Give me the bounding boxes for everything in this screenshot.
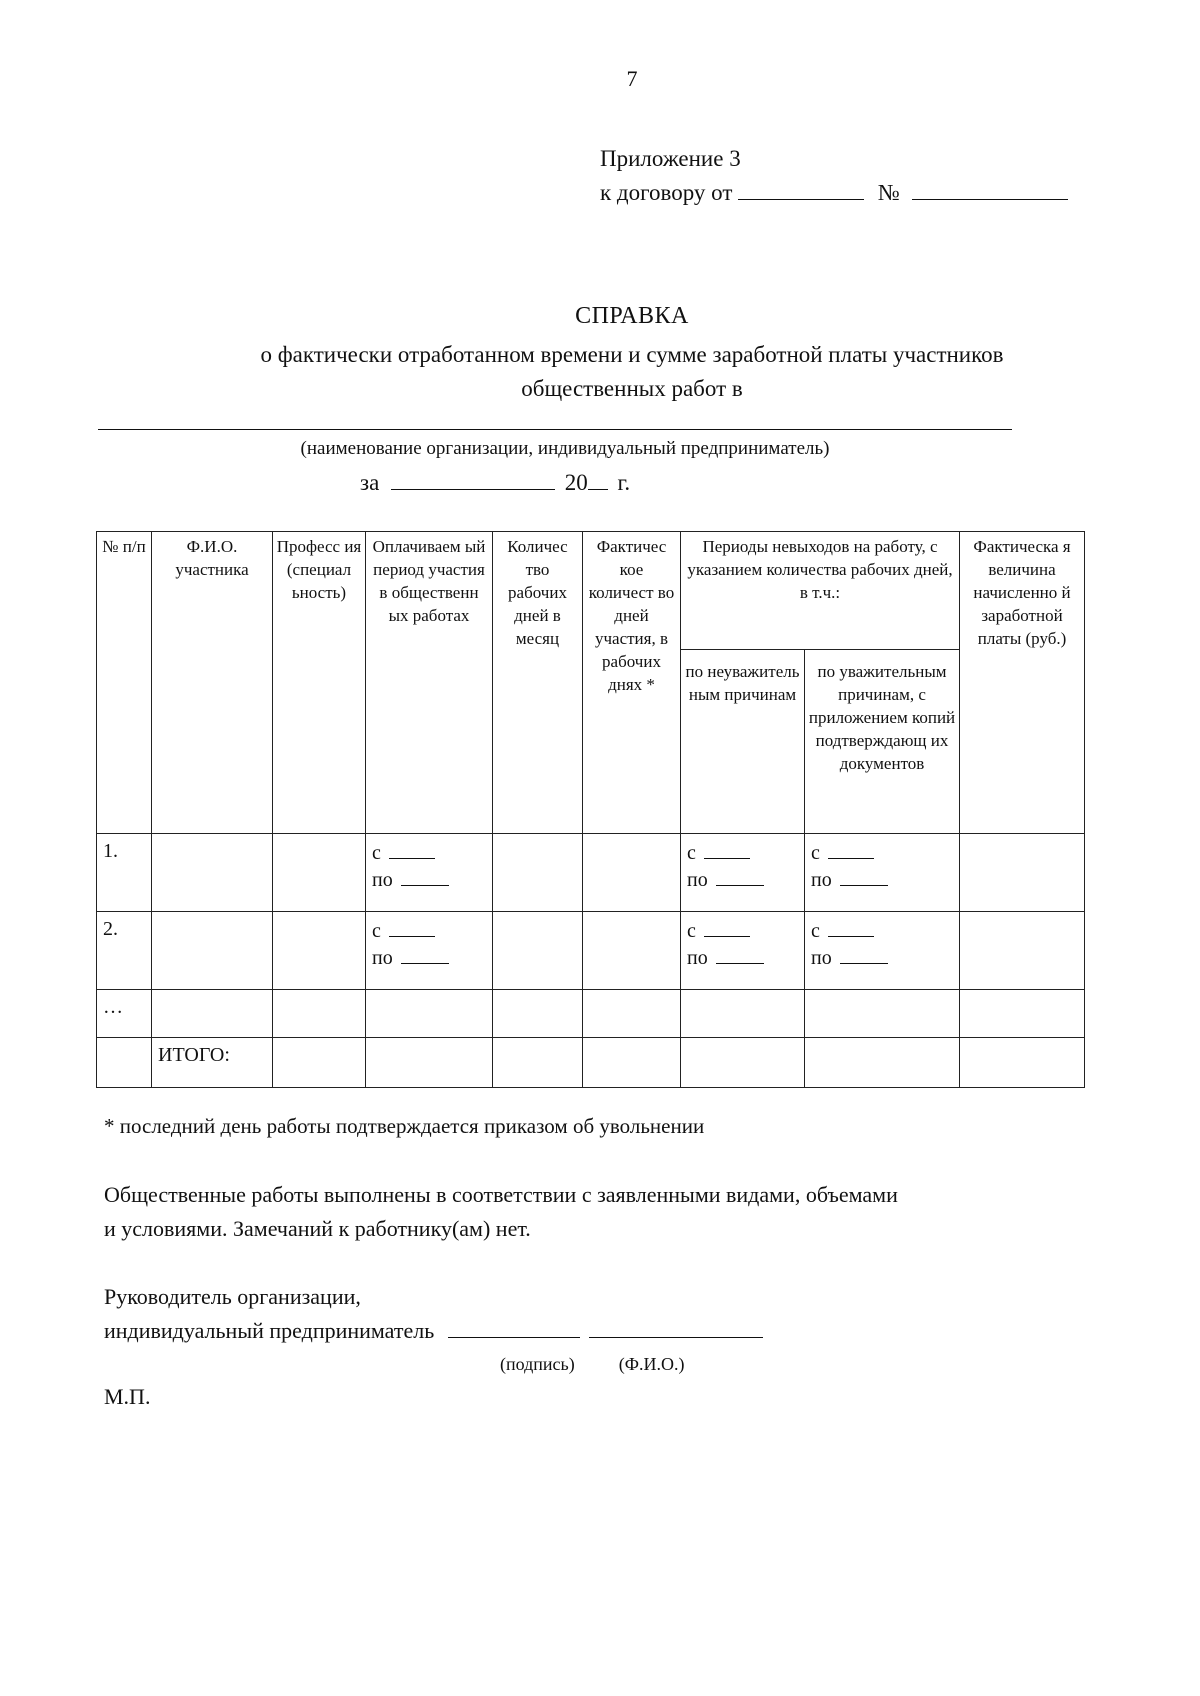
total-row-number bbox=[97, 1038, 152, 1088]
contract-number-blank bbox=[912, 181, 1068, 200]
contract-prefix: к договору от bbox=[600, 180, 733, 205]
stamp-placeholder: М.П. bbox=[104, 1384, 151, 1409]
organization-name-line bbox=[98, 429, 1012, 430]
table-row bbox=[97, 834, 1085, 912]
row-number: 2. bbox=[97, 912, 152, 990]
cell-fio bbox=[152, 990, 273, 1038]
organization-caption: (наименование организации, индивидуальный предприниматель) bbox=[300, 438, 830, 459]
cell-fio bbox=[152, 912, 273, 990]
period-line bbox=[360, 470, 630, 496]
signer-title-line-2 bbox=[104, 1318, 763, 1344]
header-num: № п/п bbox=[97, 532, 152, 834]
cell-work-days bbox=[493, 912, 583, 990]
page-number: 7 bbox=[626, 66, 638, 91]
cell-paid-period: с по bbox=[366, 834, 493, 912]
year-blank bbox=[588, 471, 608, 490]
cell-profession bbox=[273, 912, 366, 990]
table-row bbox=[97, 912, 1085, 990]
worktime-table bbox=[96, 531, 1085, 1088]
cell-salary bbox=[960, 834, 1085, 912]
document-subheading bbox=[200, 338, 1064, 406]
header-paid-period: Оплачиваем ый период участия в общественн ых работах bbox=[366, 532, 493, 834]
header-absence-excused: по уважительным причинам, с приложением копий подтверждающ их документов bbox=[805, 650, 960, 834]
cell-absence-unexcused: с по bbox=[681, 834, 805, 912]
appendix-title: Приложение 3 bbox=[600, 146, 741, 171]
conclusion-line-2: и условиями. Замечаний к работнику(ам) нет. bbox=[104, 1216, 531, 1241]
conclusion-text bbox=[104, 1178, 1104, 1246]
cell-paid-period: с по bbox=[366, 912, 493, 990]
header-absences: Периоды невыходов на работу, с указанием количества рабочих дней, в т.ч.: bbox=[681, 532, 960, 650]
cell-work-days bbox=[493, 834, 583, 912]
cell-fio bbox=[152, 834, 273, 912]
cell-absence-excused: с по bbox=[805, 834, 960, 912]
name-label: (Ф.И.О.) bbox=[618, 1354, 685, 1374]
header-actual-days: Фактичес кое количест во дней участия, в рабочих днях * bbox=[583, 532, 681, 834]
cell-profession bbox=[273, 834, 366, 912]
year-prefix: 20 bbox=[564, 470, 588, 495]
subheading-line-1: о фактически отработанном времени и сумме заработной платы участников bbox=[260, 342, 1004, 367]
contract-date-blank bbox=[738, 181, 864, 200]
period-prefix: за bbox=[360, 470, 380, 495]
table-row bbox=[97, 990, 1085, 1038]
footnote: * последний день работы подтверждается приказом об увольнении bbox=[104, 1114, 705, 1138]
header-work-days: Количес тво рабочих дней в месяц bbox=[493, 532, 583, 834]
cell-absence-unexcused: с по bbox=[681, 912, 805, 990]
total-label: ИТОГО: bbox=[152, 1038, 273, 1088]
appendix-contract-line bbox=[600, 180, 1068, 206]
cell-absence-excused bbox=[805, 990, 960, 1038]
cell-paid-period bbox=[366, 990, 493, 1038]
signer-name-blank bbox=[589, 1319, 763, 1338]
signer-title: индивидуальный предприниматель bbox=[104, 1318, 435, 1343]
cell-work-days bbox=[493, 990, 583, 1038]
subheading-line-2: общественных работ в bbox=[521, 376, 743, 401]
signature-label: (подпись) bbox=[500, 1354, 575, 1374]
cell-absence-unexcused bbox=[681, 990, 805, 1038]
signature-blank bbox=[448, 1319, 580, 1338]
header-absence-unexcused: по неуважитель ным причинам bbox=[681, 650, 805, 834]
row-number: 1. bbox=[97, 834, 152, 912]
signature-labels bbox=[500, 1354, 684, 1375]
year-suffix: г. bbox=[617, 470, 631, 495]
cell-absence-excused: с по bbox=[805, 912, 960, 990]
conclusion-line-1: Общественные работы выполнены в соответствии с заявленными видами, объемами bbox=[104, 1182, 898, 1207]
cell-salary bbox=[960, 990, 1085, 1038]
table-total-row bbox=[97, 1038, 1085, 1088]
header-profession: Професс ия (специал ьность) bbox=[273, 532, 366, 834]
row-number: … bbox=[97, 990, 152, 1038]
header-salary: Фактическа я величина начисленно й заработной платы (руб.) bbox=[960, 532, 1085, 834]
header-fio: Ф.И.О. участника bbox=[152, 532, 273, 834]
cell-salary bbox=[960, 912, 1085, 990]
period-blank bbox=[391, 471, 555, 490]
cell-profession bbox=[273, 990, 366, 1038]
cell-actual-days bbox=[583, 912, 681, 990]
contract-number-sign: № bbox=[877, 180, 900, 205]
signer-title-line-1: Руководитель организации, bbox=[104, 1284, 361, 1309]
cell-actual-days bbox=[583, 990, 681, 1038]
cell-actual-days bbox=[583, 834, 681, 912]
document-heading: СПРАВКА bbox=[575, 303, 689, 329]
